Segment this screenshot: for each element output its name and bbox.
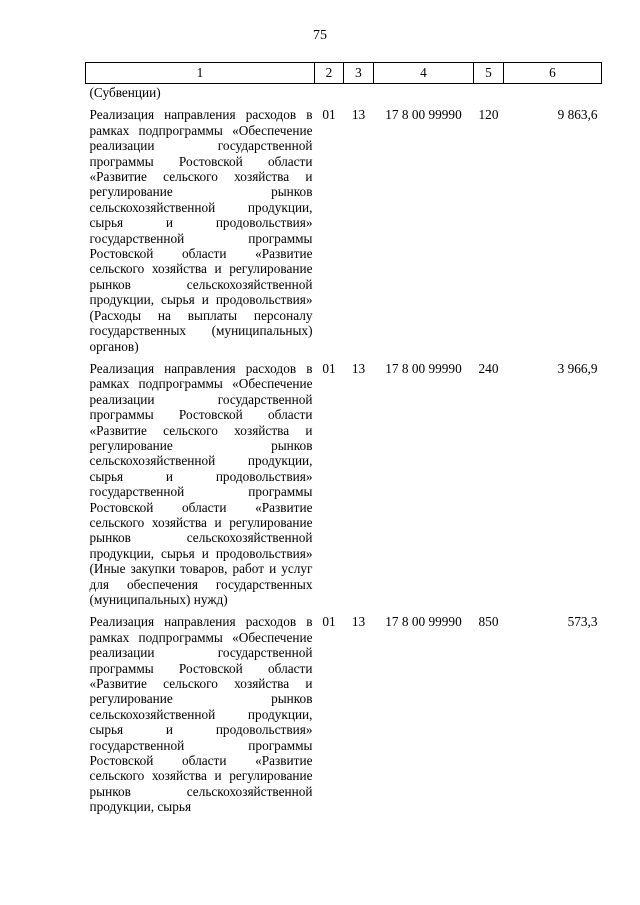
column-header: 1 (86, 63, 315, 84)
table-row (86, 361, 602, 608)
column-header: 2 (315, 63, 344, 84)
row-amount: 3 966,9 (557, 360, 598, 376)
column-header: 4 (374, 63, 474, 84)
table-header-row (86, 63, 602, 84)
row-subsection: 13 (351, 614, 366, 630)
row-section: 01 (322, 614, 336, 630)
row-section: 01 (322, 360, 336, 376)
row-subsection: 13 (351, 107, 366, 123)
row-expense-type: 240 (478, 360, 499, 376)
table-row (86, 107, 602, 354)
row-description: Реализация направления расходов в рамках подпрограммы «Обеспечение реализации государственной программы Ростовской области «Развитие сельского хозяйства и регулирование рынков сельскохозяйственной продукции, сырья и продовольствия» государственной программы Ростовской области «Развитие сельского хозяйства и регулирование рынков сельскохозяйственной продукции, сырья и продовольствия» (Расходы на выплаты персоналу государственных (муниципальных) органов) (89, 107, 313, 354)
column-header: 6 (504, 63, 602, 84)
continuation-text: (Субвенции) (89, 85, 161, 100)
row-description: Реализация направления расходов в рамках подпрограммы «Обеспечение реализации государственной программы Ростовской области «Развитие сельского хозяйства и регулирование рынков сельскохозяйственной продукции, сырья и продовольствия» государственной программы Ростовской области «Развитие сельского хозяйства и регулирование рынков сельскохозяйственной продукции, сырья (89, 614, 313, 815)
row-description: Реализация направления расходов в рамках подпрограммы «Обеспечение реализации государственной программы Ростовской области «Развитие сельского хозяйства и регулирование рынков сельскохозяйственной продукции, сырья и продовольствия» государственной программы Ростовской области «Развитие сельского хозяйства и регулирование рынков сельскохозяйственной продукции, сырья и продовольствия» (Иные закупки товаров, работ и услуг для обеспечения государственных (муниципальных) нужд) (89, 360, 313, 607)
row-amount: 573,3 (567, 614, 598, 630)
row-expense-type: 120 (478, 107, 499, 123)
row-target-code: 17 8 00 99990 (385, 614, 462, 630)
table-row (86, 614, 602, 814)
row-target-code: 17 8 00 99990 (385, 360, 462, 376)
column-header: 3 (344, 63, 374, 84)
continuation-row (86, 84, 602, 101)
row-expense-type: 850 (478, 614, 499, 630)
budget-table (85, 62, 602, 815)
row-amount: 9 863,6 (557, 107, 598, 123)
row-subsection: 13 (351, 360, 366, 376)
column-header: 5 (474, 63, 504, 84)
row-section: 01 (322, 107, 336, 123)
page-number: 75 (313, 28, 327, 43)
row-target-code: 17 8 00 99990 (385, 107, 462, 123)
